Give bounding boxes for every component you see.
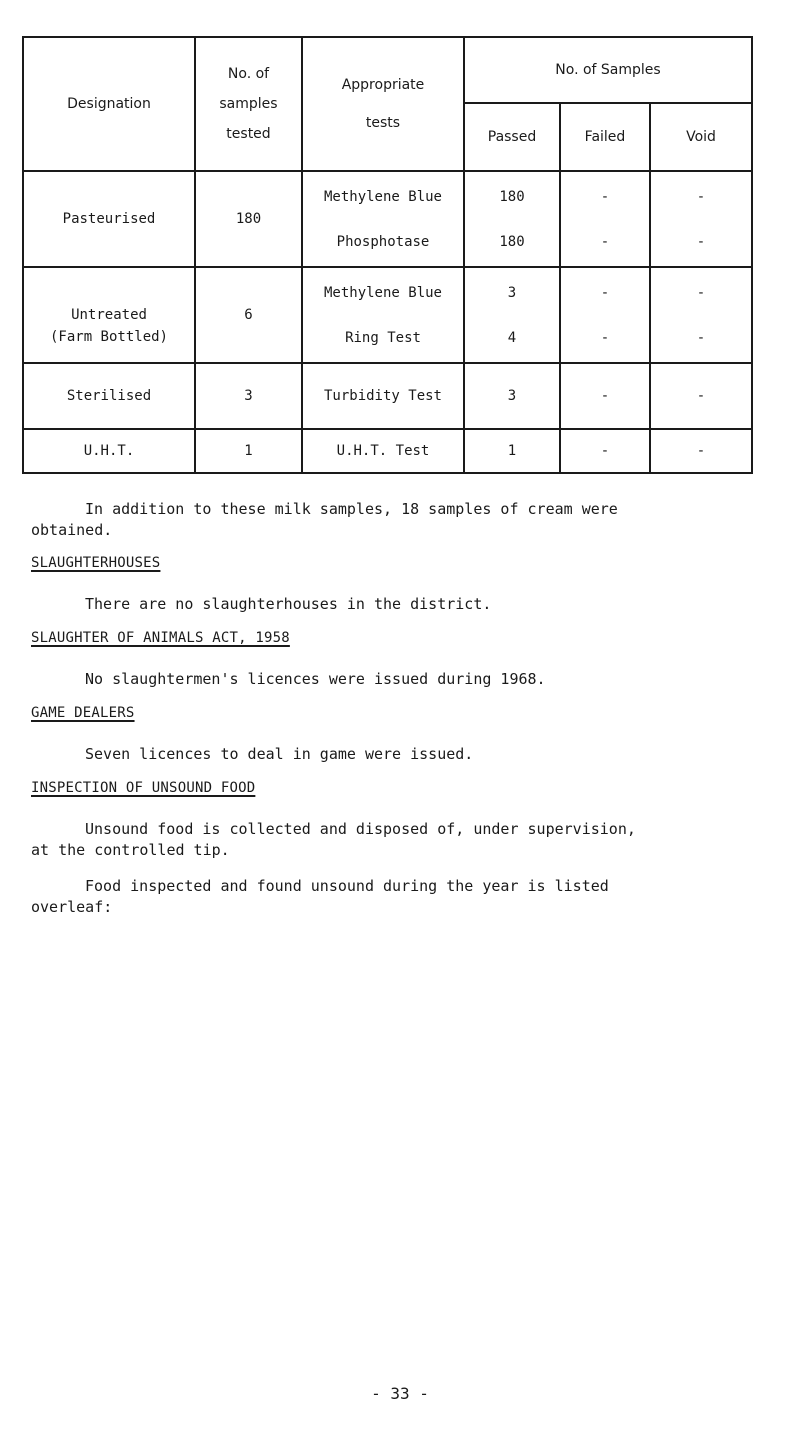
- void-cell: -: [650, 429, 752, 473]
- game-dealers-text: Seven licences to deal in game were issued.: [85, 745, 474, 763]
- tests-cell: Turbidity Test: [302, 363, 464, 429]
- page-number: - 33 -: [371, 1384, 429, 1403]
- slaughter-act-text: No slaughtermen's licences were issued during 1968.: [85, 670, 546, 688]
- failed-cell: - -: [560, 171, 650, 267]
- failed-cell: -: [560, 363, 650, 429]
- tested-cell: 180: [195, 171, 302, 267]
- table-row: [23, 363, 752, 429]
- void-cell: - -: [650, 267, 752, 363]
- header-designation: Designation: [23, 37, 195, 171]
- header-void: Void: [650, 103, 752, 171]
- header-failed: Failed: [560, 103, 650, 171]
- tested-cell: 6: [195, 267, 302, 363]
- tests-cell: Methylene Blue Phosphotase: [302, 171, 464, 267]
- void-cell: - -: [650, 171, 752, 267]
- passed-cell: 3 4: [464, 267, 560, 363]
- table-row: [23, 429, 752, 473]
- failed-cell: - -: [560, 267, 650, 363]
- void-cell: -: [650, 363, 752, 429]
- designation-cell: Sterilised: [23, 363, 195, 429]
- slaughter-act-heading: SLAUGHTER OF ANIMALS ACT, 1958: [31, 630, 290, 646]
- inspection-paragraph-line-1: Unsound food is collected and disposed of, under supervision,: [85, 820, 636, 838]
- table-row: [23, 267, 752, 363]
- failed-cell: -: [560, 429, 650, 473]
- passed-cell: 1: [464, 429, 560, 473]
- tested-cell: 1: [195, 429, 302, 473]
- slaughterhouses-heading: SLAUGHTERHOUSES: [31, 555, 161, 571]
- designation-cell: Untreated (Farm Bottled): [23, 267, 195, 363]
- tests-cell: Methylene Blue Ring Test: [302, 267, 464, 363]
- passed-cell: 180 180: [464, 171, 560, 267]
- inspection-paragraph-line-2: at the controlled tip.: [31, 841, 230, 859]
- header-appropriate-tests: Appropriate tests: [302, 37, 464, 171]
- slaughterhouses-text: There are no slaughterhouses in the district.: [85, 595, 492, 613]
- passed-cell: 3: [464, 363, 560, 429]
- food-paragraph-line-1: Food inspected and found unsound during the year is listed: [85, 877, 609, 895]
- tested-cell: 3: [195, 363, 302, 429]
- inspection-heading: INSPECTION OF UNSOUND FOOD: [31, 780, 256, 796]
- header-no-of-samples: No. of Samples: [464, 37, 752, 103]
- food-paragraph-line-2: overleaf:: [31, 898, 113, 916]
- designation-cell: Pasteurised: [23, 171, 195, 267]
- table-row: [23, 171, 752, 267]
- game-dealers-heading: GAME DEALERS: [31, 705, 135, 721]
- cream-paragraph-line-1: In addition to these milk samples, 18 samples of cream were: [85, 500, 618, 518]
- milk-samples-table: [22, 36, 753, 474]
- designation-cell: U.H.T.: [23, 429, 195, 473]
- header-samples-tested: No. of samples tested: [195, 37, 302, 171]
- header-passed: Passed: [464, 103, 560, 171]
- cream-paragraph-line-2: obtained.: [31, 521, 113, 539]
- tests-cell: U.H.T. Test: [302, 429, 464, 473]
